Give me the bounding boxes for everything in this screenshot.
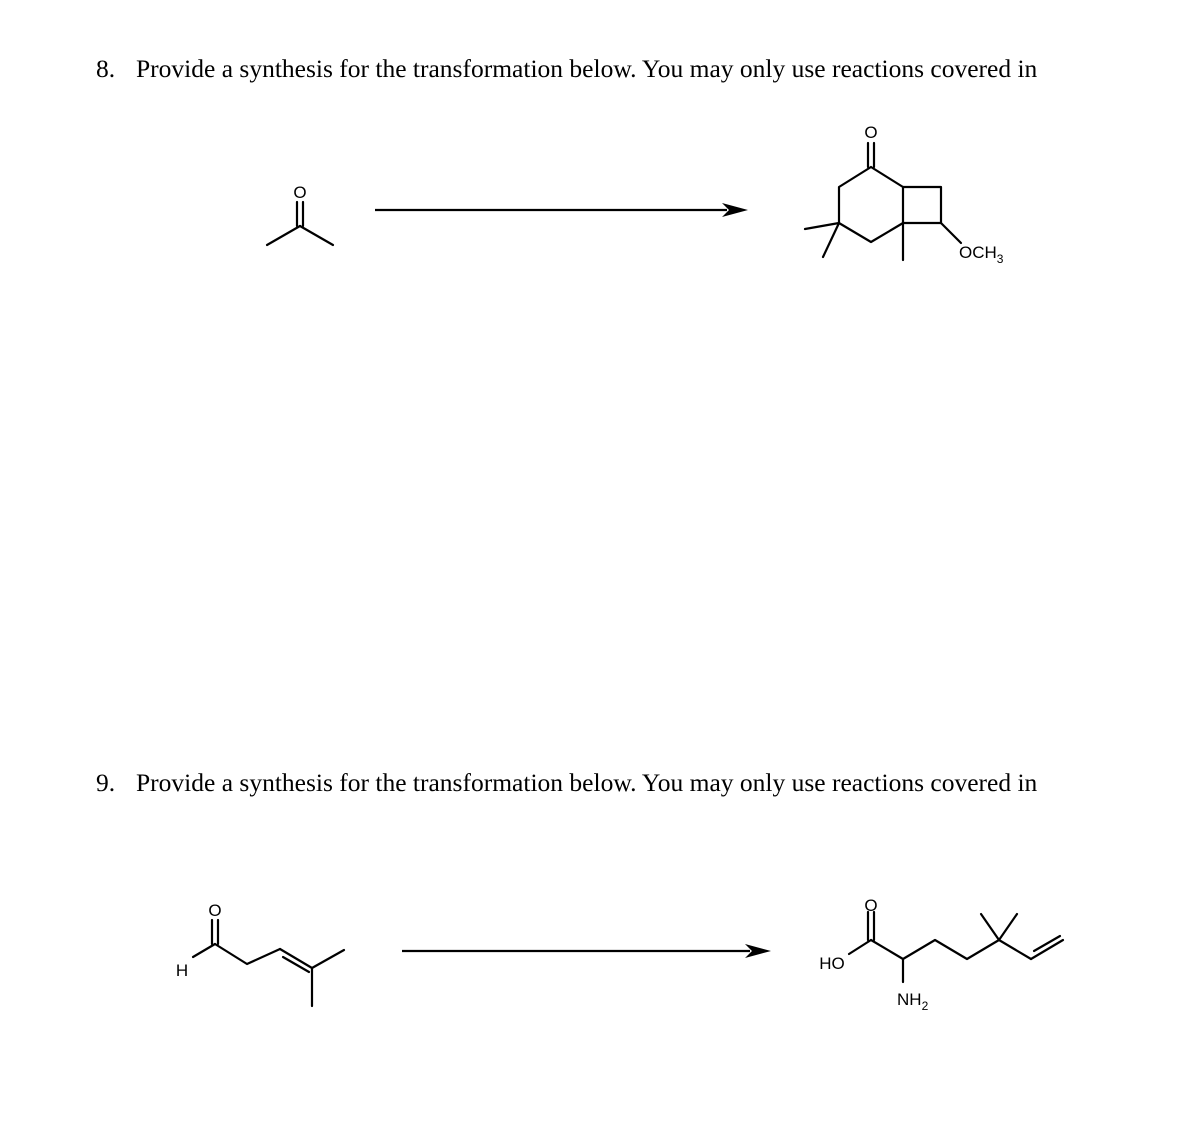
reaction-arrow bbox=[375, 203, 748, 217]
starting-material-structure bbox=[267, 183, 333, 245]
oxygen-atom-label: O bbox=[864, 896, 878, 915]
reaction-scheme-8 bbox=[0, 0, 1196, 380]
question-8 bbox=[0, 0, 1196, 380]
reaction-arrow bbox=[402, 944, 771, 958]
question-prompt: Provide a synthesis for the transformation below. You may only use reactions covered in bbox=[136, 768, 1038, 797]
product-structure bbox=[819, 896, 1063, 1013]
amine-label: $NH_2$ bbox=[897, 990, 929, 1013]
question-9 bbox=[0, 714, 1196, 1094]
question-number: 8. bbox=[96, 54, 116, 83]
oxygen-atom-label: O bbox=[864, 123, 878, 142]
reaction-scheme-9 bbox=[0, 714, 1196, 1094]
question-prompt: Provide a synthesis for the transformation below. You may only use reactions covered in bbox=[136, 54, 1038, 83]
methoxy-label: $OCH_3$ bbox=[959, 243, 1004, 266]
hydrogen-atom-label: H bbox=[175, 961, 189, 980]
starting-material-structure bbox=[176, 901, 344, 1006]
oxygen-atom-label: O bbox=[208, 901, 222, 920]
hydroxyl-label: HO bbox=[819, 954, 845, 973]
product-structure bbox=[805, 123, 1004, 266]
oxygen-atom-label: O bbox=[293, 183, 307, 202]
question-number: 9. bbox=[96, 768, 116, 797]
